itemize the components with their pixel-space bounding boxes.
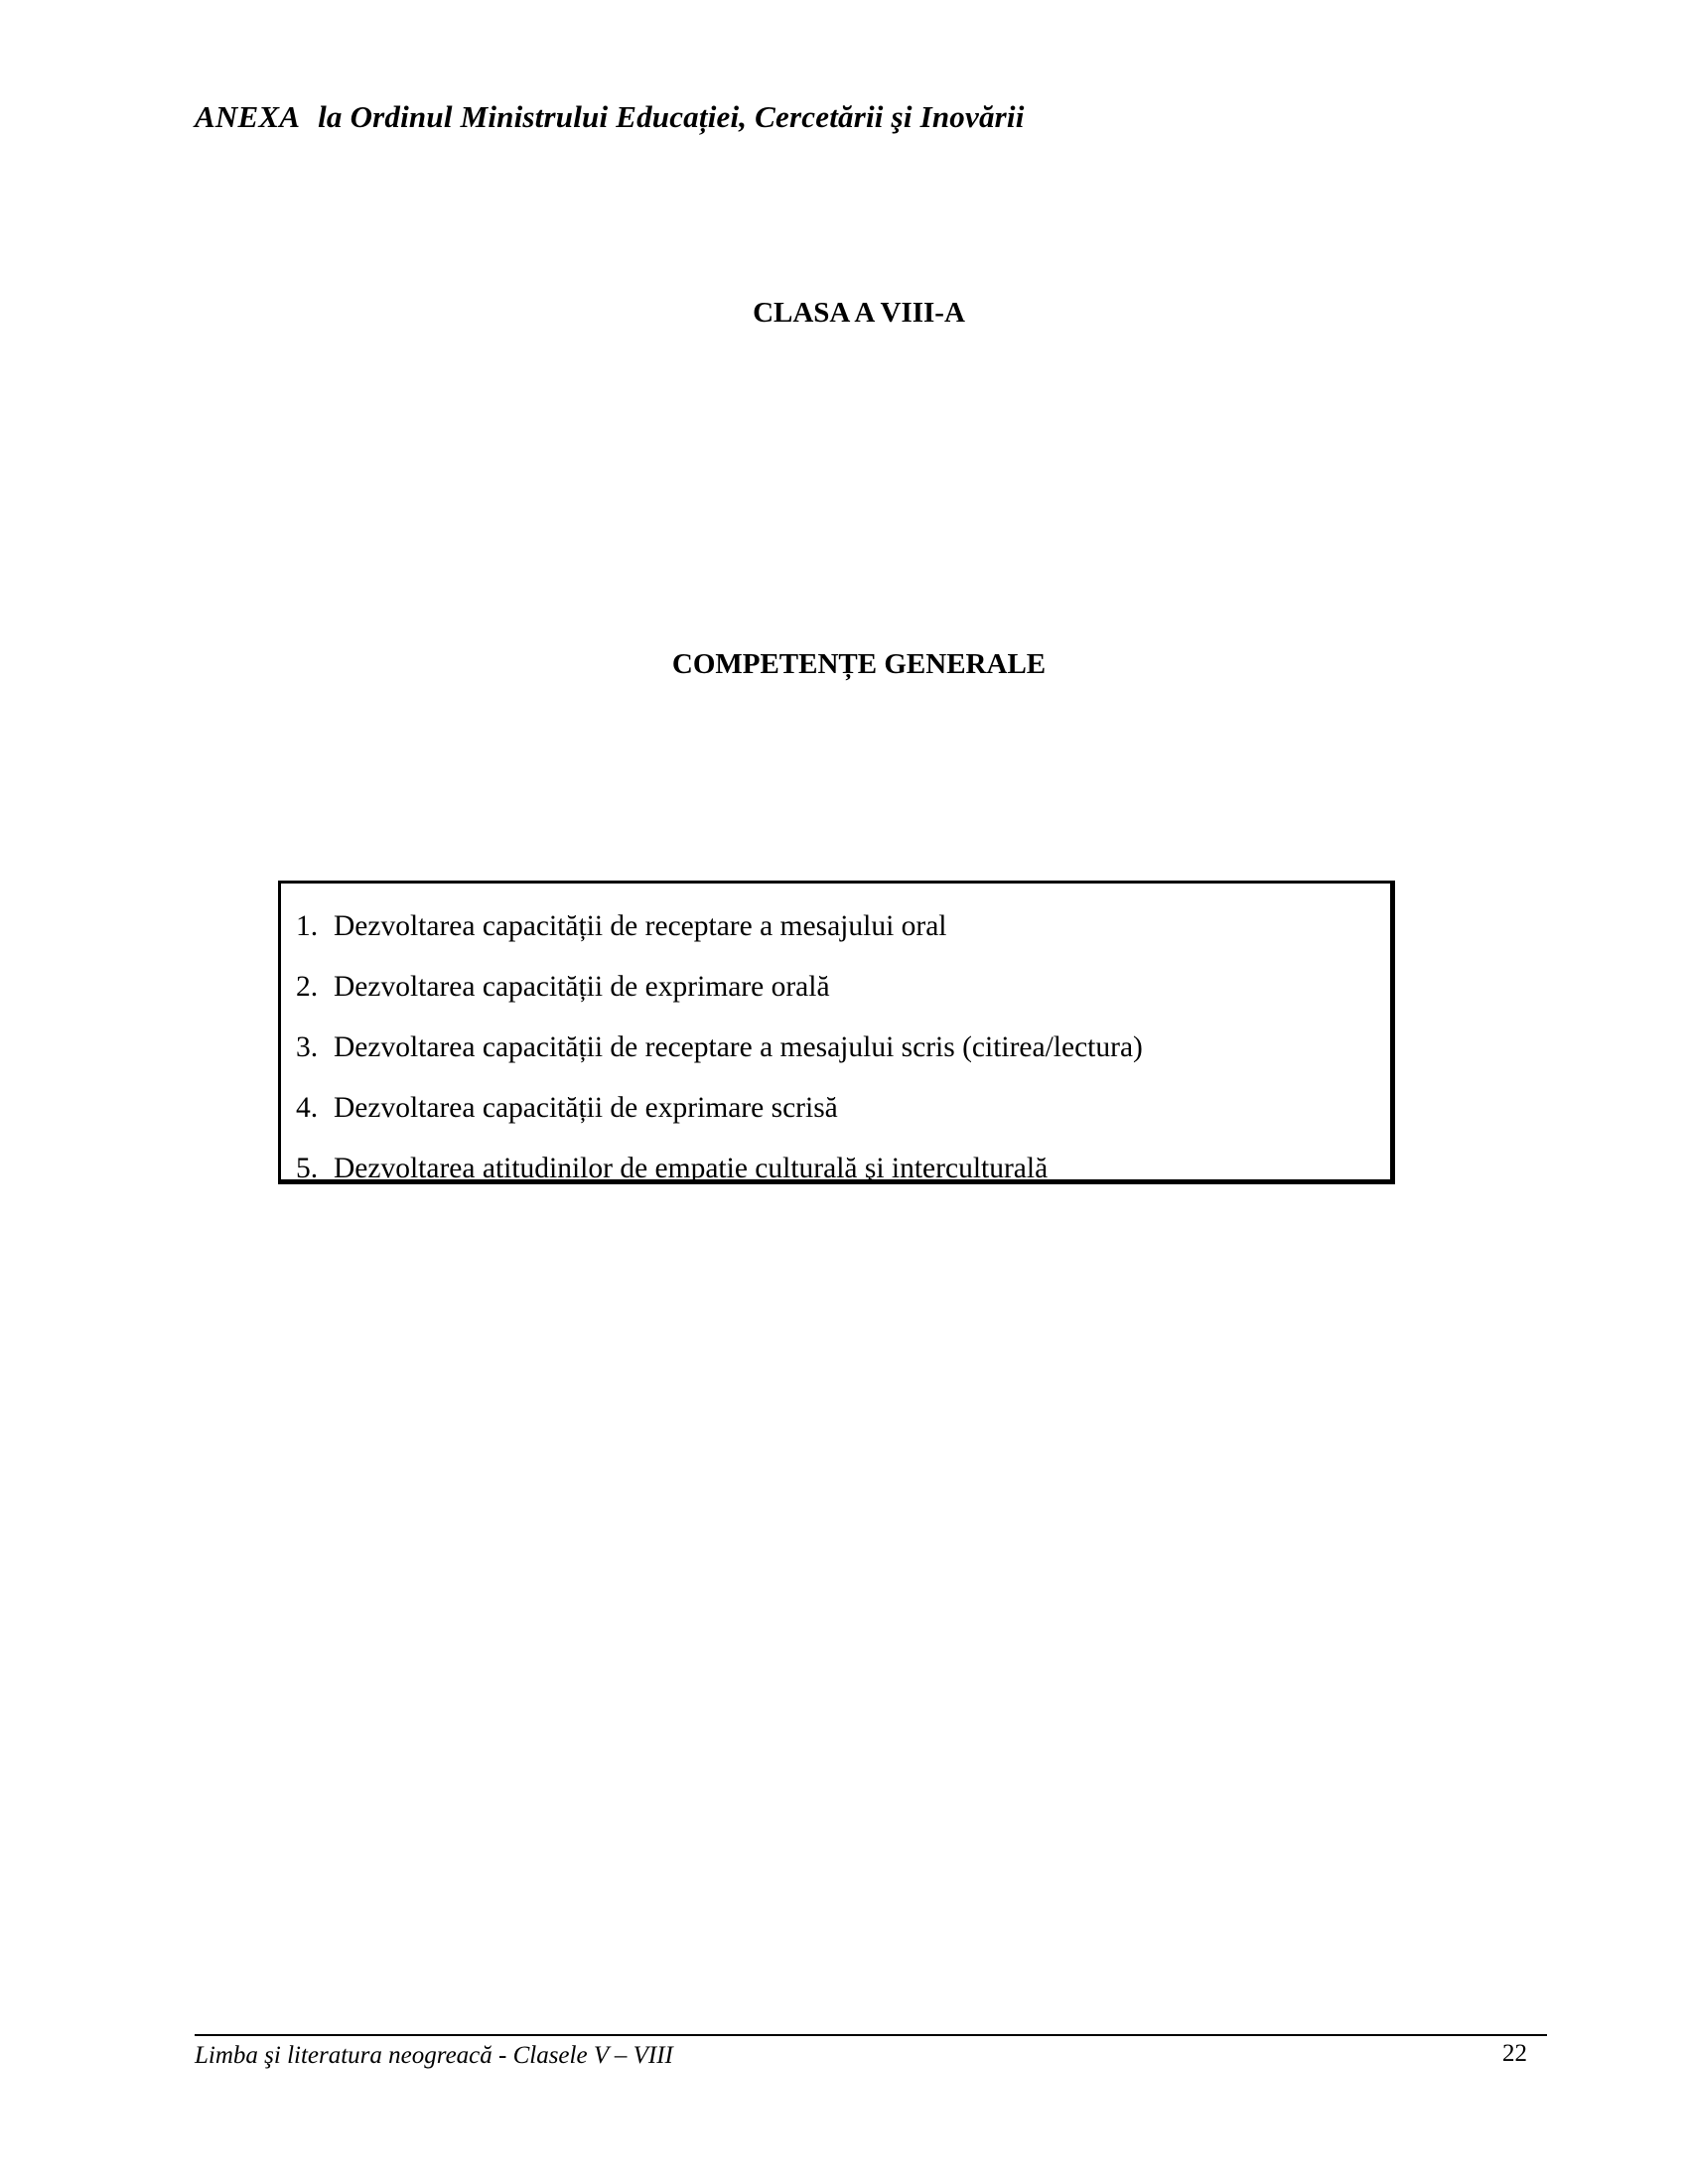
page-number: 22 — [1502, 2040, 1527, 2067]
competence-number: 4. — [296, 1092, 319, 1124]
competence-item — [296, 957, 1390, 1018]
footer-divider — [195, 2034, 1547, 2036]
footer-title: Limba şi literatura neogreacă - Clasele V – VIII — [195, 2042, 673, 2069]
competences-box — [278, 881, 1395, 1184]
competence-number: 3. — [296, 1031, 319, 1063]
competence-text: Dezvoltarea capacității de receptare a mesajului scris (citirea/lectura) — [334, 1031, 1143, 1063]
competence-text: Dezvoltarea capacității de exprimare orală — [334, 971, 830, 1003]
competence-item — [296, 1139, 1390, 1199]
competence-text: Dezvoltarea capacității de exprimare scrisă — [334, 1092, 838, 1124]
header-order-text: la Ordinul Ministrului Educației, Cercetării şi Inovării — [318, 99, 1025, 134]
page-header — [195, 99, 1025, 135]
competence-item — [296, 1078, 1390, 1139]
competence-item — [296, 896, 1390, 957]
competence-text: Dezvoltarea capacității de receptare a mesajului oral — [334, 910, 947, 942]
competence-number: 2. — [296, 971, 319, 1003]
section-title: COMPETENȚE GENERALE — [671, 648, 1047, 680]
competences-list — [281, 884, 1390, 1199]
header-anexa: ANEXA — [195, 99, 301, 134]
competence-item — [296, 1018, 1390, 1078]
competence-number: 1. — [296, 910, 319, 942]
competence-number: 5. — [296, 1153, 319, 1184]
competence-text: Dezvoltarea atitudinilor de empatie culturală şi interculturală — [334, 1153, 1049, 1184]
class-title: CLASA A VIII-A — [753, 297, 965, 329]
